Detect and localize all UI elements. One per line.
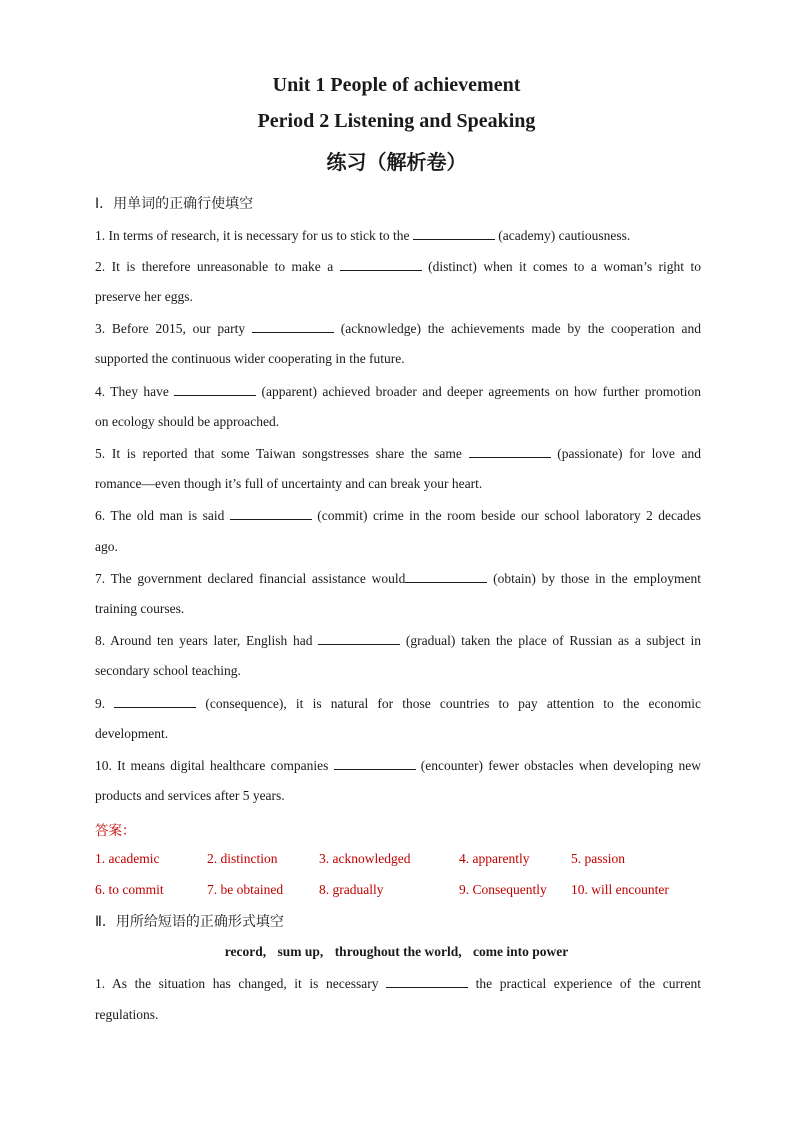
question-7-cont: training courses. [95,601,185,616]
section-2-heading: Ⅱ．用所给短语的正确形式填空 [95,914,284,930]
question-1: 1. In terms of research, it is necessary for us to stick to the (academy) cautiousness. [95,228,631,243]
answer-item: 10. will encounter [571,882,669,897]
answer-item: 9. Consequently [459,882,547,897]
question-10: 10. It means digital healthcare companies (encounter) fewer obstacles when developing new [95,758,701,773]
question-3-cont: supported the continuous wider cooperating in the future. [95,351,405,366]
answer-blank[interactable] [174,383,256,396]
question-3: 3. Before 2015, our party (acknowledge) the achievements made by the cooperation and [95,321,702,336]
answer-blank[interactable] [318,632,400,645]
answer-item: 3. acknowledged [319,851,411,866]
exercise-label: 练习（解析卷） [326,150,467,174]
answer-blank[interactable] [340,258,422,271]
answer-blank[interactable] [252,320,334,333]
question-7: 7. The government declared financial assistance would (obtain) by those in the employment [95,571,701,586]
phrase-bank [0,944,793,960]
question-2: 2. It is therefore unreasonable to make a (distinct) when it comes to a woman’s right to [95,259,701,274]
question-4-cont: on ecology should be approached. [95,414,280,429]
section-1-heading: Ⅰ．用单词的正确行使填空 [95,196,254,212]
question-8: 8. Around ten years later, English had (gradual) taken the place of Russian as a subject in [95,633,701,648]
question-8-cont: secondary school teaching. [95,663,241,678]
phrase-item: record, [224,944,267,959]
question-5-cont: romance—even though it’s full of uncertainty and can break your heart. [95,476,483,491]
phrase-item: throughout the world, [334,944,462,959]
answer-item: 6. to commit [95,882,164,897]
answer-blank[interactable] [230,507,312,520]
question-6: 6. The old man is said (commit) crime in the room beside our school laboratory 2 decades [95,508,701,523]
answers-heading: 答案： [95,823,136,839]
answer-blank[interactable] [469,445,551,458]
period-title: Period 2 Listening and Speaking [257,110,536,132]
question-9-cont: development. [95,726,169,741]
section-2-question-1-cont: regulations. [95,1007,159,1022]
phrase-item: sum up, [277,944,324,959]
question-10-cont: products and services after 5 years. [95,788,285,803]
answer-item: 7. be obtained [207,882,284,897]
answer-blank[interactable] [413,227,495,240]
question-6-cont: ago. [95,539,118,554]
answer-blank[interactable] [386,975,468,988]
answer-item: 1. academic [95,851,160,866]
question-2-cont: preserve her eggs. [95,289,193,304]
section-2-question-1: 1. As the situation has changed, it is necessary the practical experience of the current [95,976,701,991]
question-9: 9. (consequence), it is natural for those countries to pay attention to the economic [95,696,701,711]
answer-blank[interactable] [405,570,487,583]
question-5: 5. It is reported that some Taiwan songstresses share the same (passionate) for love and [95,446,702,461]
phrase-item: come into power [472,944,569,959]
answer-blank[interactable] [114,695,196,708]
answer-item: 2. distinction [207,851,278,866]
answer-item: 4. apparently [459,851,530,866]
unit-title: Unit 1 People of achievement [272,74,521,96]
question-4: 4. They have (apparent) achieved broader and deeper agreements on how further promotion [95,384,701,399]
answer-item: 5. passion [571,851,625,866]
answer-item: 8. gradually [319,882,384,897]
answer-blank[interactable] [334,757,416,770]
